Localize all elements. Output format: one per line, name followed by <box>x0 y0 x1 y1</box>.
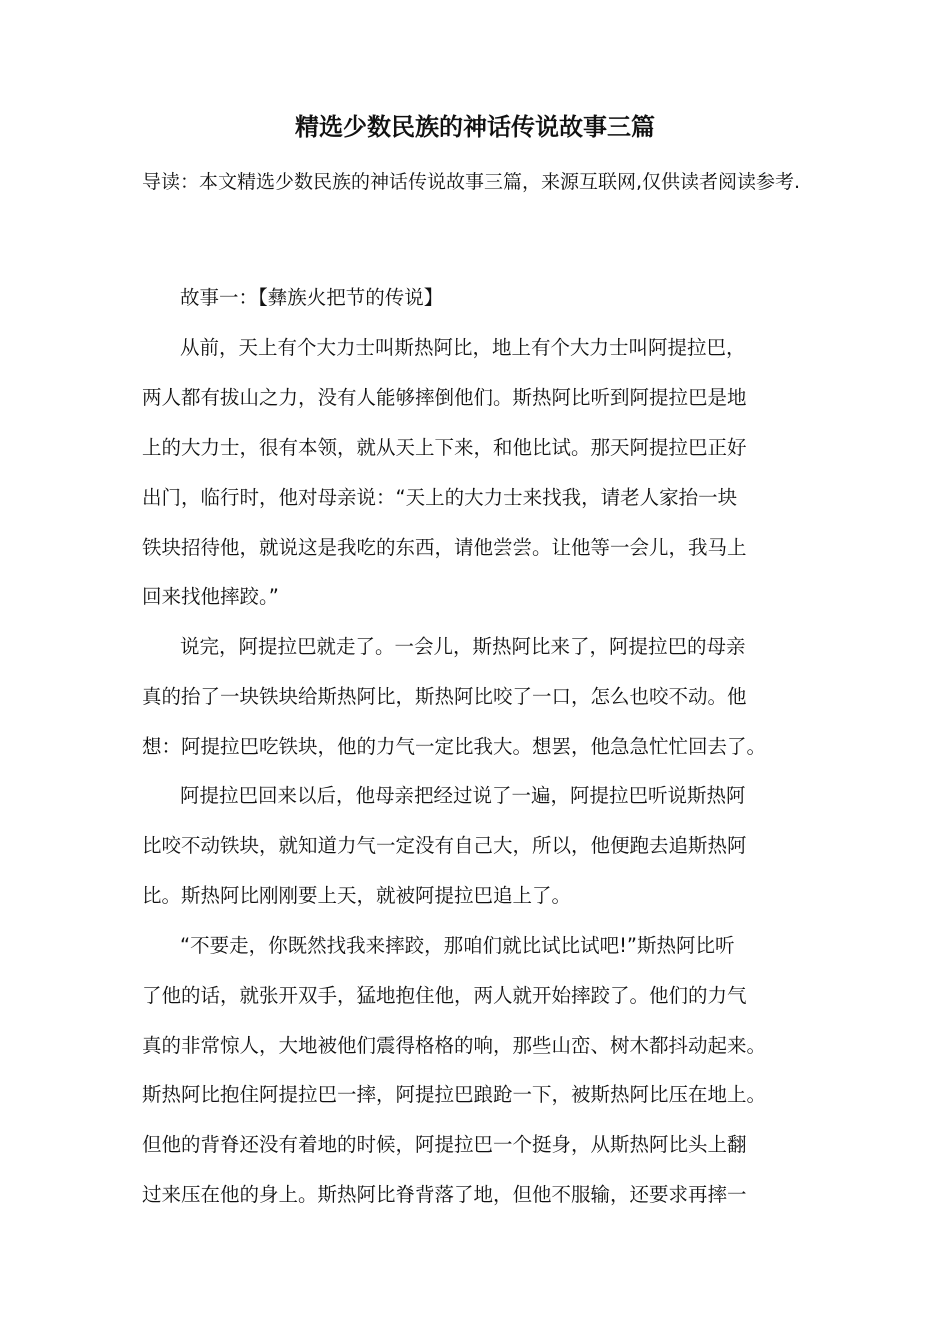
text-line: 说完，阿提拉巴就走了。一会儿，斯热阿比来了，阿提拉巴的母亲 <box>180 635 746 658</box>
text-line: 斯热阿比抱住阿提拉巴一摔，阿提拉巴踉跄一下，被斯热阿比压在地上。 <box>142 1083 767 1106</box>
text-line: 过来压在他的身上。斯热阿比脊背落了地，但他不服输，还要求再摔一 <box>142 1183 747 1206</box>
text-line: 比。斯热阿比刚刚要上天，就被阿提拉巴追上了。 <box>142 884 572 907</box>
text-line: 回来找他摔跤。” <box>142 585 279 608</box>
text-line: 比咬不动铁块，就知道力气一定没有自己大，所以，他便跑去追斯热阿 <box>142 834 747 857</box>
text-line: 两人都有拔山之力，没有人能够摔倒他们。斯热阿比听到阿提拉巴是地 <box>142 386 747 409</box>
text-line: 想：阿提拉巴吃铁块，他的力气一定比我大。想罢，他急急忙忙回去了。 <box>142 735 767 758</box>
text-line: 但他的背脊还没有着地的时候，阿提拉巴一个挺身，从斯热阿比头上翻 <box>142 1133 747 1156</box>
text-line: 铁块招待他，就说这是我吃的东西，请他尝尝。让他等一会儿，我马上 <box>142 536 747 559</box>
text-line: 从前，天上有个大力士叫斯热阿比，地上有个大力士叫阿提拉巴， <box>180 336 746 359</box>
text-line: 阿提拉巴回来以后，他母亲把经过说了一遍，阿提拉巴听说斯热阿 <box>180 784 746 807</box>
text-line: 了他的话，就张开双手，猛地抱住他，两人就开始摔跤了。他们的力气 <box>142 984 747 1007</box>
text-line: “不要走，你既然找我来摔跤，那咱们就比试比试吧!”斯热阿比听 <box>180 934 735 957</box>
text-line: 真的抬了一块铁块给斯热阿比，斯热阿比咬了一口，怎么也咬不动。他 <box>142 685 747 708</box>
intro-paragraph: 导读：本文精选少数民族的神话传说故事三篇，来源互联网,仅供读者阅读参考. <box>142 171 801 193</box>
text-line: 上的大力士，很有本领，就从天上下来，和他比试。那天阿提拉巴正好 <box>142 436 747 459</box>
document-title: 精选少数民族的神话传说故事三篇 <box>295 113 655 141</box>
text-line: 出门，临行时，他对母亲说：“天上的大力士来找我，请老人家抬一块 <box>142 486 738 509</box>
text-line: 真的非常惊人，大地被他们震得格格的响，那些山峦、树木都抖动起来。 <box>142 1034 767 1057</box>
section-heading: 故事一：【彝族火把节的传说】 <box>180 286 444 309</box>
